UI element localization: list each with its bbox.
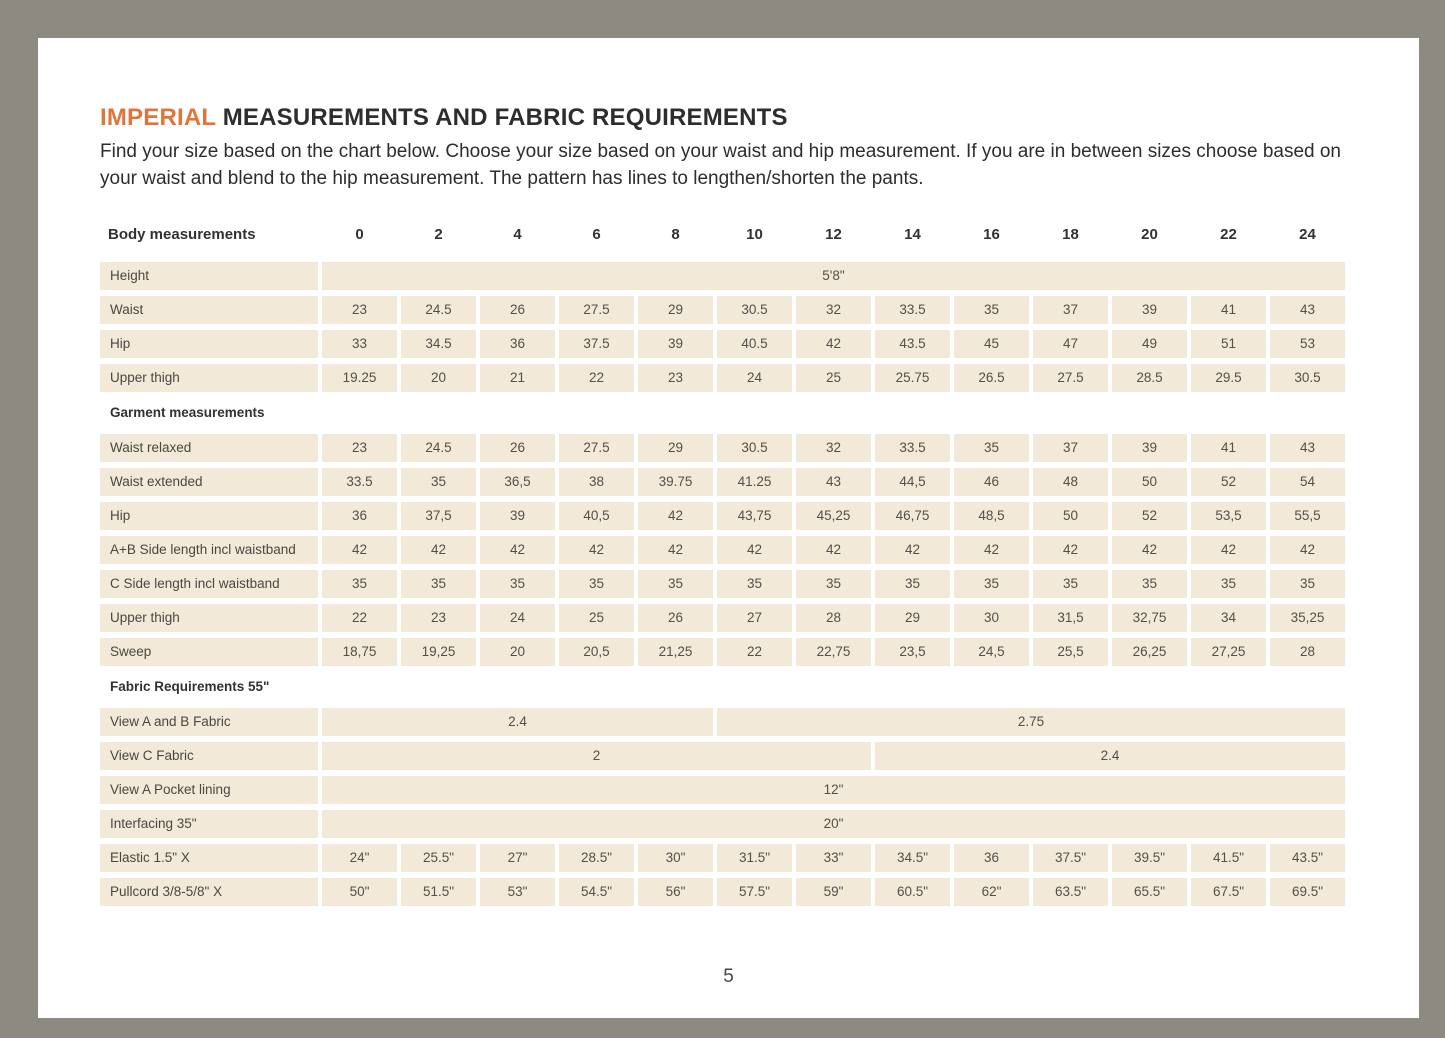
value-cell: 52: [1191, 468, 1266, 496]
table-row: [100, 262, 1345, 290]
page-title-highlight: IMPERIAL: [100, 104, 216, 131]
value-cell: 35: [1112, 570, 1187, 598]
row-label: Waist relaxed: [100, 434, 318, 462]
row-label: Elastic 1.5" X: [100, 844, 318, 872]
value-cell: 27: [717, 604, 792, 632]
value-cell: 69.5": [1270, 878, 1345, 906]
value-cell: 27.5: [559, 296, 634, 324]
value-cell: 23,5: [875, 638, 950, 666]
value-cell: 37.5": [1033, 844, 1108, 872]
value-cell: 25.5": [401, 844, 476, 872]
value-cell: 43.5": [1270, 844, 1345, 872]
value-cell: 42: [1033, 536, 1108, 564]
value-cell: 18,75: [322, 638, 397, 666]
value-cell: 31,5: [1033, 604, 1108, 632]
value-cell: 35: [796, 570, 871, 598]
table-header-row: [100, 222, 1345, 248]
section-heading: Garment measurements: [110, 405, 265, 421]
table-row: [100, 844, 1345, 872]
value-cell: 65.5": [1112, 878, 1187, 906]
value-cell: 35: [954, 296, 1029, 324]
value-cell: 63.5": [1033, 878, 1108, 906]
section-heading: Fabric Requirements 55": [110, 679, 270, 695]
value-cell: 54: [1270, 468, 1345, 496]
value-cell: 30.5: [717, 434, 792, 462]
row-label: A+B Side length incl waistband: [100, 536, 318, 564]
row-label: Upper thigh: [100, 364, 318, 392]
value-cell: 34.5: [401, 330, 476, 358]
span-cell: 2.75: [717, 708, 1345, 736]
span-cell: 5'8": [322, 262, 1345, 290]
value-cell: 52: [1112, 502, 1187, 530]
value-cell: 49: [1112, 330, 1187, 358]
value-cell: 21: [480, 364, 555, 392]
value-cell: 24,5: [954, 638, 1029, 666]
value-cell: 56": [638, 878, 713, 906]
value-cell: 27": [480, 844, 555, 872]
row-label: Sweep: [100, 638, 318, 666]
value-cell: 20: [401, 364, 476, 392]
value-cell: 32,75: [1112, 604, 1187, 632]
size-column-header: 4: [513, 226, 522, 244]
value-cell: 29: [638, 296, 713, 324]
value-cell: 35: [401, 570, 476, 598]
value-cell: 28.5": [559, 844, 634, 872]
value-cell: 53,5: [1191, 502, 1266, 530]
value-cell: 39: [638, 330, 713, 358]
page-number: 5: [723, 966, 734, 987]
table-row: [100, 570, 1345, 598]
value-cell: 35: [401, 468, 476, 496]
value-cell: 26: [638, 604, 713, 632]
value-cell: 54.5": [559, 878, 634, 906]
value-cell: 24.5: [401, 434, 476, 462]
value-cell: 25: [796, 364, 871, 392]
value-cell: 41.25: [717, 468, 792, 496]
value-cell: 35: [875, 570, 950, 598]
value-cell: 43: [1270, 296, 1345, 324]
value-cell: 40.5: [717, 330, 792, 358]
value-cell: 19.25: [322, 364, 397, 392]
size-column-header: 18: [1062, 226, 1079, 244]
row-label: Waist extended: [100, 468, 318, 496]
value-cell: 26: [480, 296, 555, 324]
value-cell: 39: [1112, 296, 1187, 324]
value-cell: 53": [480, 878, 555, 906]
value-cell: 41: [1191, 434, 1266, 462]
value-cell: 35,25: [1270, 604, 1345, 632]
value-cell: 41: [1191, 296, 1266, 324]
value-cell: 60.5": [875, 878, 950, 906]
value-cell: 33": [796, 844, 871, 872]
value-cell: 50": [322, 878, 397, 906]
value-cell: 22,75: [796, 638, 871, 666]
table-body: [100, 262, 1345, 906]
value-cell: 24: [480, 604, 555, 632]
value-cell: 27,25: [1191, 638, 1266, 666]
value-cell: 31.5": [717, 844, 792, 872]
size-column-header: 12: [825, 226, 842, 244]
row-label: Hip: [100, 330, 318, 358]
row-label: Height: [100, 262, 318, 290]
value-cell: 40,5: [559, 502, 634, 530]
value-cell: 37.5: [559, 330, 634, 358]
value-cell: 29.5: [1191, 364, 1266, 392]
value-cell: 42: [638, 502, 713, 530]
value-cell: 55,5: [1270, 502, 1345, 530]
value-cell: 57.5": [717, 878, 792, 906]
size-column-header: 20: [1141, 226, 1158, 244]
value-cell: 43: [796, 468, 871, 496]
value-cell: 48: [1033, 468, 1108, 496]
value-cell: 21,25: [638, 638, 713, 666]
size-column-header: 0: [355, 226, 364, 244]
size-column-header: 24: [1299, 226, 1316, 244]
value-cell: 42: [638, 536, 713, 564]
value-cell: 37,5: [401, 502, 476, 530]
row-label: Pullcord 3/8-5/8" X: [100, 878, 318, 906]
value-cell: 43,75: [717, 502, 792, 530]
value-cell: 51: [1191, 330, 1266, 358]
value-cell: 43.5: [875, 330, 950, 358]
value-cell: 42: [1270, 536, 1345, 564]
value-cell: 36: [480, 330, 555, 358]
value-cell: 34: [1191, 604, 1266, 632]
value-cell: 20,5: [559, 638, 634, 666]
value-cell: 30: [954, 604, 1029, 632]
value-cell: 47: [1033, 330, 1108, 358]
table-row: [100, 434, 1345, 462]
size-column-header: 8: [671, 226, 680, 244]
value-cell: 22: [559, 364, 634, 392]
value-cell: 32: [796, 434, 871, 462]
value-cell: 27.5: [559, 434, 634, 462]
row-label: Upper thigh: [100, 604, 318, 632]
value-cell: 34.5": [875, 844, 950, 872]
span-cell: 2.4: [322, 708, 713, 736]
value-cell: 23: [401, 604, 476, 632]
value-cell: 33.5: [875, 296, 950, 324]
value-cell: 35: [638, 570, 713, 598]
row-label: Interfacing 35": [100, 810, 318, 838]
value-cell: 30": [638, 844, 713, 872]
intro-text: Find your size based on the chart below. Choose your size based on your waist and hip measurement. If you are in between sizes choose based on your waist and blend to the hip measurement. The pattern has lines to lengthen/shorten the pants.: [100, 141, 1342, 189]
value-cell: 28: [1270, 638, 1345, 666]
value-cell: 20: [480, 638, 555, 666]
value-cell: 32: [796, 296, 871, 324]
value-cell: 35: [954, 434, 1029, 462]
value-cell: 35: [559, 570, 634, 598]
value-cell: 42: [954, 536, 1029, 564]
value-cell: 51.5": [401, 878, 476, 906]
row-label: C Side length incl waistband: [100, 570, 318, 598]
span-cell: 2.4: [875, 742, 1345, 770]
value-cell: 42: [796, 330, 871, 358]
table-row: [100, 708, 1345, 736]
value-cell: 24: [717, 364, 792, 392]
row-label: Hip: [100, 502, 318, 530]
value-cell: 30.5: [1270, 364, 1345, 392]
value-cell: 39: [1112, 434, 1187, 462]
table-row: [100, 776, 1345, 804]
row-label: View A Pocket lining: [100, 776, 318, 804]
value-cell: 25: [559, 604, 634, 632]
value-cell: 42: [322, 536, 397, 564]
value-cell: 38: [559, 468, 634, 496]
span-cell: 12": [322, 776, 1345, 804]
value-cell: 39.75: [638, 468, 713, 496]
table-row: [100, 330, 1345, 358]
value-cell: 35: [480, 570, 555, 598]
table-header-label: Body measurements: [108, 226, 256, 244]
value-cell: 35: [1270, 570, 1345, 598]
table-row: [100, 810, 1345, 838]
value-cell: 25,5: [1033, 638, 1108, 666]
value-cell: 33.5: [875, 434, 950, 462]
value-cell: 42: [1112, 536, 1187, 564]
value-cell: 30.5: [717, 296, 792, 324]
table-row: [100, 638, 1345, 666]
value-cell: 36: [954, 844, 1029, 872]
value-cell: 35: [1191, 570, 1266, 598]
value-cell: 45,25: [796, 502, 871, 530]
value-cell: 35: [717, 570, 792, 598]
row-label: View A and B Fabric: [100, 708, 318, 736]
value-cell: 42: [717, 536, 792, 564]
value-cell: 42: [401, 536, 476, 564]
table-row: [100, 878, 1345, 906]
value-cell: 35: [954, 570, 1029, 598]
value-cell: 27.5: [1033, 364, 1108, 392]
value-cell: 42: [559, 536, 634, 564]
value-cell: 36: [322, 502, 397, 530]
document-page: [38, 38, 1419, 1018]
value-cell: 44,5: [875, 468, 950, 496]
value-cell: 23: [322, 296, 397, 324]
value-cell: 33.5: [322, 468, 397, 496]
value-cell: 46,75: [875, 502, 950, 530]
table-row: [100, 468, 1345, 496]
size-column-header: 10: [746, 226, 763, 244]
size-column-header: 6: [592, 226, 601, 244]
value-cell: 42: [1191, 536, 1266, 564]
value-cell: 19,25: [401, 638, 476, 666]
row-label: Waist: [100, 296, 318, 324]
value-cell: 46: [954, 468, 1029, 496]
table-row: [100, 502, 1345, 530]
table-row: [100, 364, 1345, 392]
value-cell: 39.5": [1112, 844, 1187, 872]
value-cell: 28.5: [1112, 364, 1187, 392]
value-cell: 23: [322, 434, 397, 462]
value-cell: 37: [1033, 296, 1108, 324]
size-column-header: 22: [1220, 226, 1237, 244]
value-cell: 33: [322, 330, 397, 358]
span-cell: 20": [322, 810, 1345, 838]
span-cell: 2: [322, 742, 871, 770]
value-cell: 41.5": [1191, 844, 1266, 872]
table-row: [100, 604, 1345, 632]
value-cell: 23: [638, 364, 713, 392]
value-cell: 37: [1033, 434, 1108, 462]
value-cell: 29: [875, 604, 950, 632]
value-cell: 43: [1270, 434, 1345, 462]
value-cell: 50: [1112, 468, 1187, 496]
size-column-header: 2: [434, 226, 443, 244]
value-cell: 50: [1033, 502, 1108, 530]
value-cell: 26.5: [954, 364, 1029, 392]
value-cell: 24.5: [401, 296, 476, 324]
value-cell: 29: [638, 434, 713, 462]
page-title: [100, 104, 1345, 132]
value-cell: 45: [954, 330, 1029, 358]
value-cell: 39: [480, 502, 555, 530]
table-row: [100, 296, 1345, 324]
measurement-table: [100, 222, 1345, 906]
value-cell: 62": [954, 878, 1029, 906]
value-cell: 67.5": [1191, 878, 1266, 906]
value-cell: 42: [875, 536, 950, 564]
table-row: [100, 536, 1345, 564]
size-column-header: 16: [983, 226, 1000, 244]
value-cell: 42: [796, 536, 871, 564]
value-cell: 28: [796, 604, 871, 632]
value-cell: 35: [1033, 570, 1108, 598]
value-cell: 25.75: [875, 364, 950, 392]
value-cell: 42: [480, 536, 555, 564]
row-label: View C Fabric: [100, 742, 318, 770]
value-cell: 36,5: [480, 468, 555, 496]
size-column-header: 14: [904, 226, 921, 244]
value-cell: 22: [322, 604, 397, 632]
value-cell: 26: [480, 434, 555, 462]
value-cell: 24": [322, 844, 397, 872]
value-cell: 48,5: [954, 502, 1029, 530]
table-row: [100, 742, 1345, 770]
value-cell: 22: [717, 638, 792, 666]
value-cell: 35: [322, 570, 397, 598]
value-cell: 53: [1270, 330, 1345, 358]
value-cell: 26,25: [1112, 638, 1187, 666]
value-cell: 59": [796, 878, 871, 906]
page-title-rest: MEASUREMENTS AND FABRIC REQUIREMENTS: [215, 104, 788, 131]
